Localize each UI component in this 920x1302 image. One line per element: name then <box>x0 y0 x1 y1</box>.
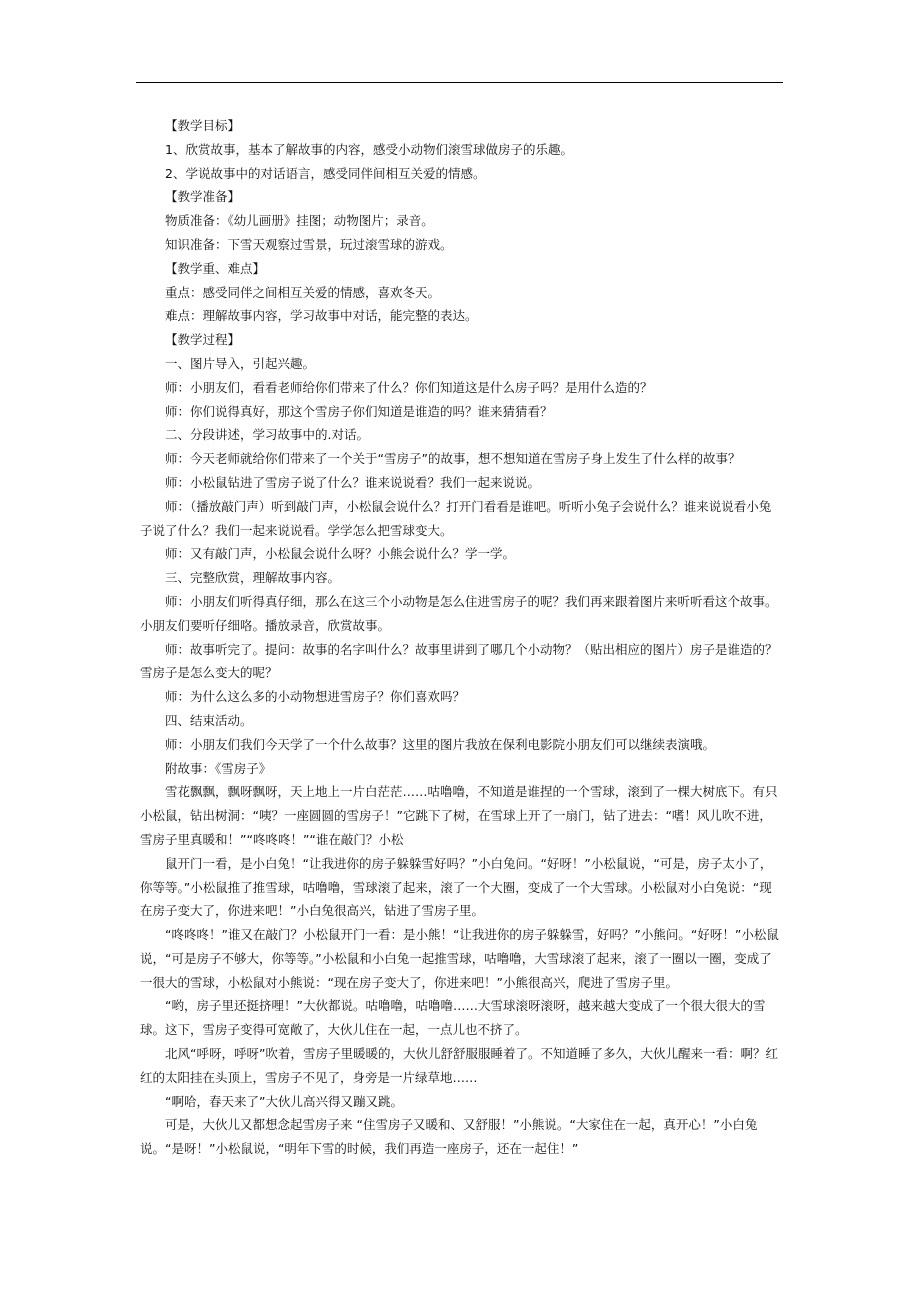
teacher-line: 师：为什么这么多的小动物想进雪房子？你们喜欢吗？ <box>165 689 466 705</box>
story-title: 附故事：《雪房子》 <box>165 760 272 776</box>
story-paragraph: 雪花飘飘，飘呀飘呀，天上地上一片白茫茫……咕噜噜，不知道是谁捏的一个雪球，滚到了一棵大树底下。有只小松鼠，钻出树洞：“咦？一座圆圆的雪房子！”它跳下了树，在雪球上开了一扇门，钻了进去：“嗜！风儿吹不进，雪房子里真暖和！”“咚咚咚！”“谁在敲门？小松 <box>140 784 778 847</box>
teacher-line: 师：小朋友们听得真仔细，那么在这三个小动物是怎么住进雪房子的呢？我们再来跟着图片来听听看这个故事。小朋友们要听仔细咯。播放录音，欣赏故事。 <box>140 593 778 633</box>
goal-item-2: 2、学说故事中的对话语言，感受同伴间相互关爱的情感。 <box>165 165 486 181</box>
process-step-4: 四、结束活动。 <box>165 712 253 728</box>
section-heading-preparation: 【教学准备】 <box>165 189 241 205</box>
story-paragraph: “啊哈，春天来了”大伙儿高兴得又蹦又跳。 <box>165 1093 403 1109</box>
focus-difficulty: 难点：理解故事内容，学习故事中对话，能完整的表达。 <box>165 308 478 324</box>
story-paragraph: “咚咚咚！”谁又在敲门？小松鼠开门一看：是小熊！“让我进你的房子躲躲雪，好吗？”小熊问。“好呀！”小松鼠说，“可是房子不够大，你等等。”小松鼠和小白兔一起推雪球，咕噜噜，大雪球滚了起来，滚了一圈以一圈，变成了一很大的雪球，小松鼠对小熊说：“现在房子变大了，你进来吧！”小熊很高兴，爬进了雪房子里。 <box>140 927 779 990</box>
teacher-line: 师：小朋友们我们今天学了一个什么故事？这里的图片我放在保利电影院小朋友们可以继续表演哦。 <box>165 736 716 752</box>
teacher-line: 师：小朋友们，看看老师给你们带来了什么？你们知道这是什么房子吗？是用什么造的？ <box>165 379 653 395</box>
preparation-material: 物质准备：《幼儿画册》挂图；动物图片；录音。 <box>165 213 434 229</box>
teacher-line: 师：（播放敲门声）听到敲门声，小松鼠会说什么？打开门看看是谁吧。听听小兔子会说什么？谁来说说看小兔子说了什么？我们一起来说说看。学学怎么把雪球变大。 <box>140 498 772 538</box>
story-paragraph: 可是，大伙儿又都想念起雪房子来 “住雪房子又暖和、又舒服！”小熊说。“大家住在一起，真开心！”小白兔说。“是呀！”小松鼠说，“明年下雪的时候，我们再造一座房子，还在一起住！” <box>140 1117 758 1157</box>
story-paragraph: 鼠开门一看，是小白兔！“让我进你的房子躲躲雪好吗？”小白兔问。“好呀！”小松鼠说，“可是，房子太小了，你等等。”小松鼠推了推雪球，咕噜噜，雪球滚了起来，滚了一个大圈，变成了一个大雪球。小松鼠对小白兔说：“现在房子变大了，你进来吧！”小白兔很高兴，钻进了雪房子里。 <box>140 855 773 919</box>
section-heading-goals: 【教学目标】 <box>165 118 241 133</box>
header-rule <box>136 82 783 83</box>
section-heading-process: 【教学过程】 <box>165 332 241 348</box>
teacher-line: 师：今天老师就给你们带来了一个关于“雪房子”的故事，想不想知道在雪房子身上发生了什么样的故事？ <box>165 451 741 467</box>
story-paragraph: “哟，房子里还挺挤哩！”大伙都说。咕噜噜，咕噜噜……大雪球滚呀滚呀，越来越大变成了一个很大很大的雪球。这下，雪房子变得可宽敞了，大伙儿住在一起，一点儿也不挤了。 <box>140 998 766 1038</box>
document-body <box>140 114 782 1161</box>
story-paragraph: 北风“呼呀，呼呀”吹着，雪房子里暖暖的，大伙儿舒舒服服睡着了。不知道睡了多久，大伙儿醒来一看：啊？红红的太阳挂在头顶上，雪房子不见了，身旁是一片绿草地…… <box>140 1046 778 1085</box>
focus-key-point: 重点：感受同伴之间相互关爱的情感，喜欢冬天。 <box>165 284 441 300</box>
teacher-line: 师：你们说得真好，那这个雪房子你们知道是谁造的吗？谁来猜猜看？ <box>165 403 553 419</box>
process-step-1: 一、图片导入，引起兴趣。 <box>165 355 316 371</box>
teacher-line: 师：小松鼠钻进了雪房子说了什么？谁来说说看？我们一起来说说。 <box>165 474 541 490</box>
goal-item-1: 1、欣赏故事，基本了解故事的内容，感受小动物们滚雪球做房子的乐趣。 <box>165 141 573 157</box>
process-step-3: 三、完整欣赏，理解故事内容。 <box>165 570 341 586</box>
preparation-knowledge: 知识准备：下雪天观察过雪景，玩过滚雪球的游戏。 <box>165 236 453 252</box>
teacher-line: 师：又有敲门声，小松鼠会说什么呀？小熊会说什么？学一学。 <box>165 546 516 562</box>
section-heading-focus: 【教学重、难点】 <box>165 260 266 276</box>
teacher-line: 师：故事听完了。提问：故事的名字叫什么？故事里讲到了哪几个小动物？（贴出相应的图片）房子是谁造的？雪房子是怎么变大的呢？ <box>140 641 778 681</box>
process-step-2: 二、分段讲述，学习故事中的.对话。 <box>165 427 369 443</box>
